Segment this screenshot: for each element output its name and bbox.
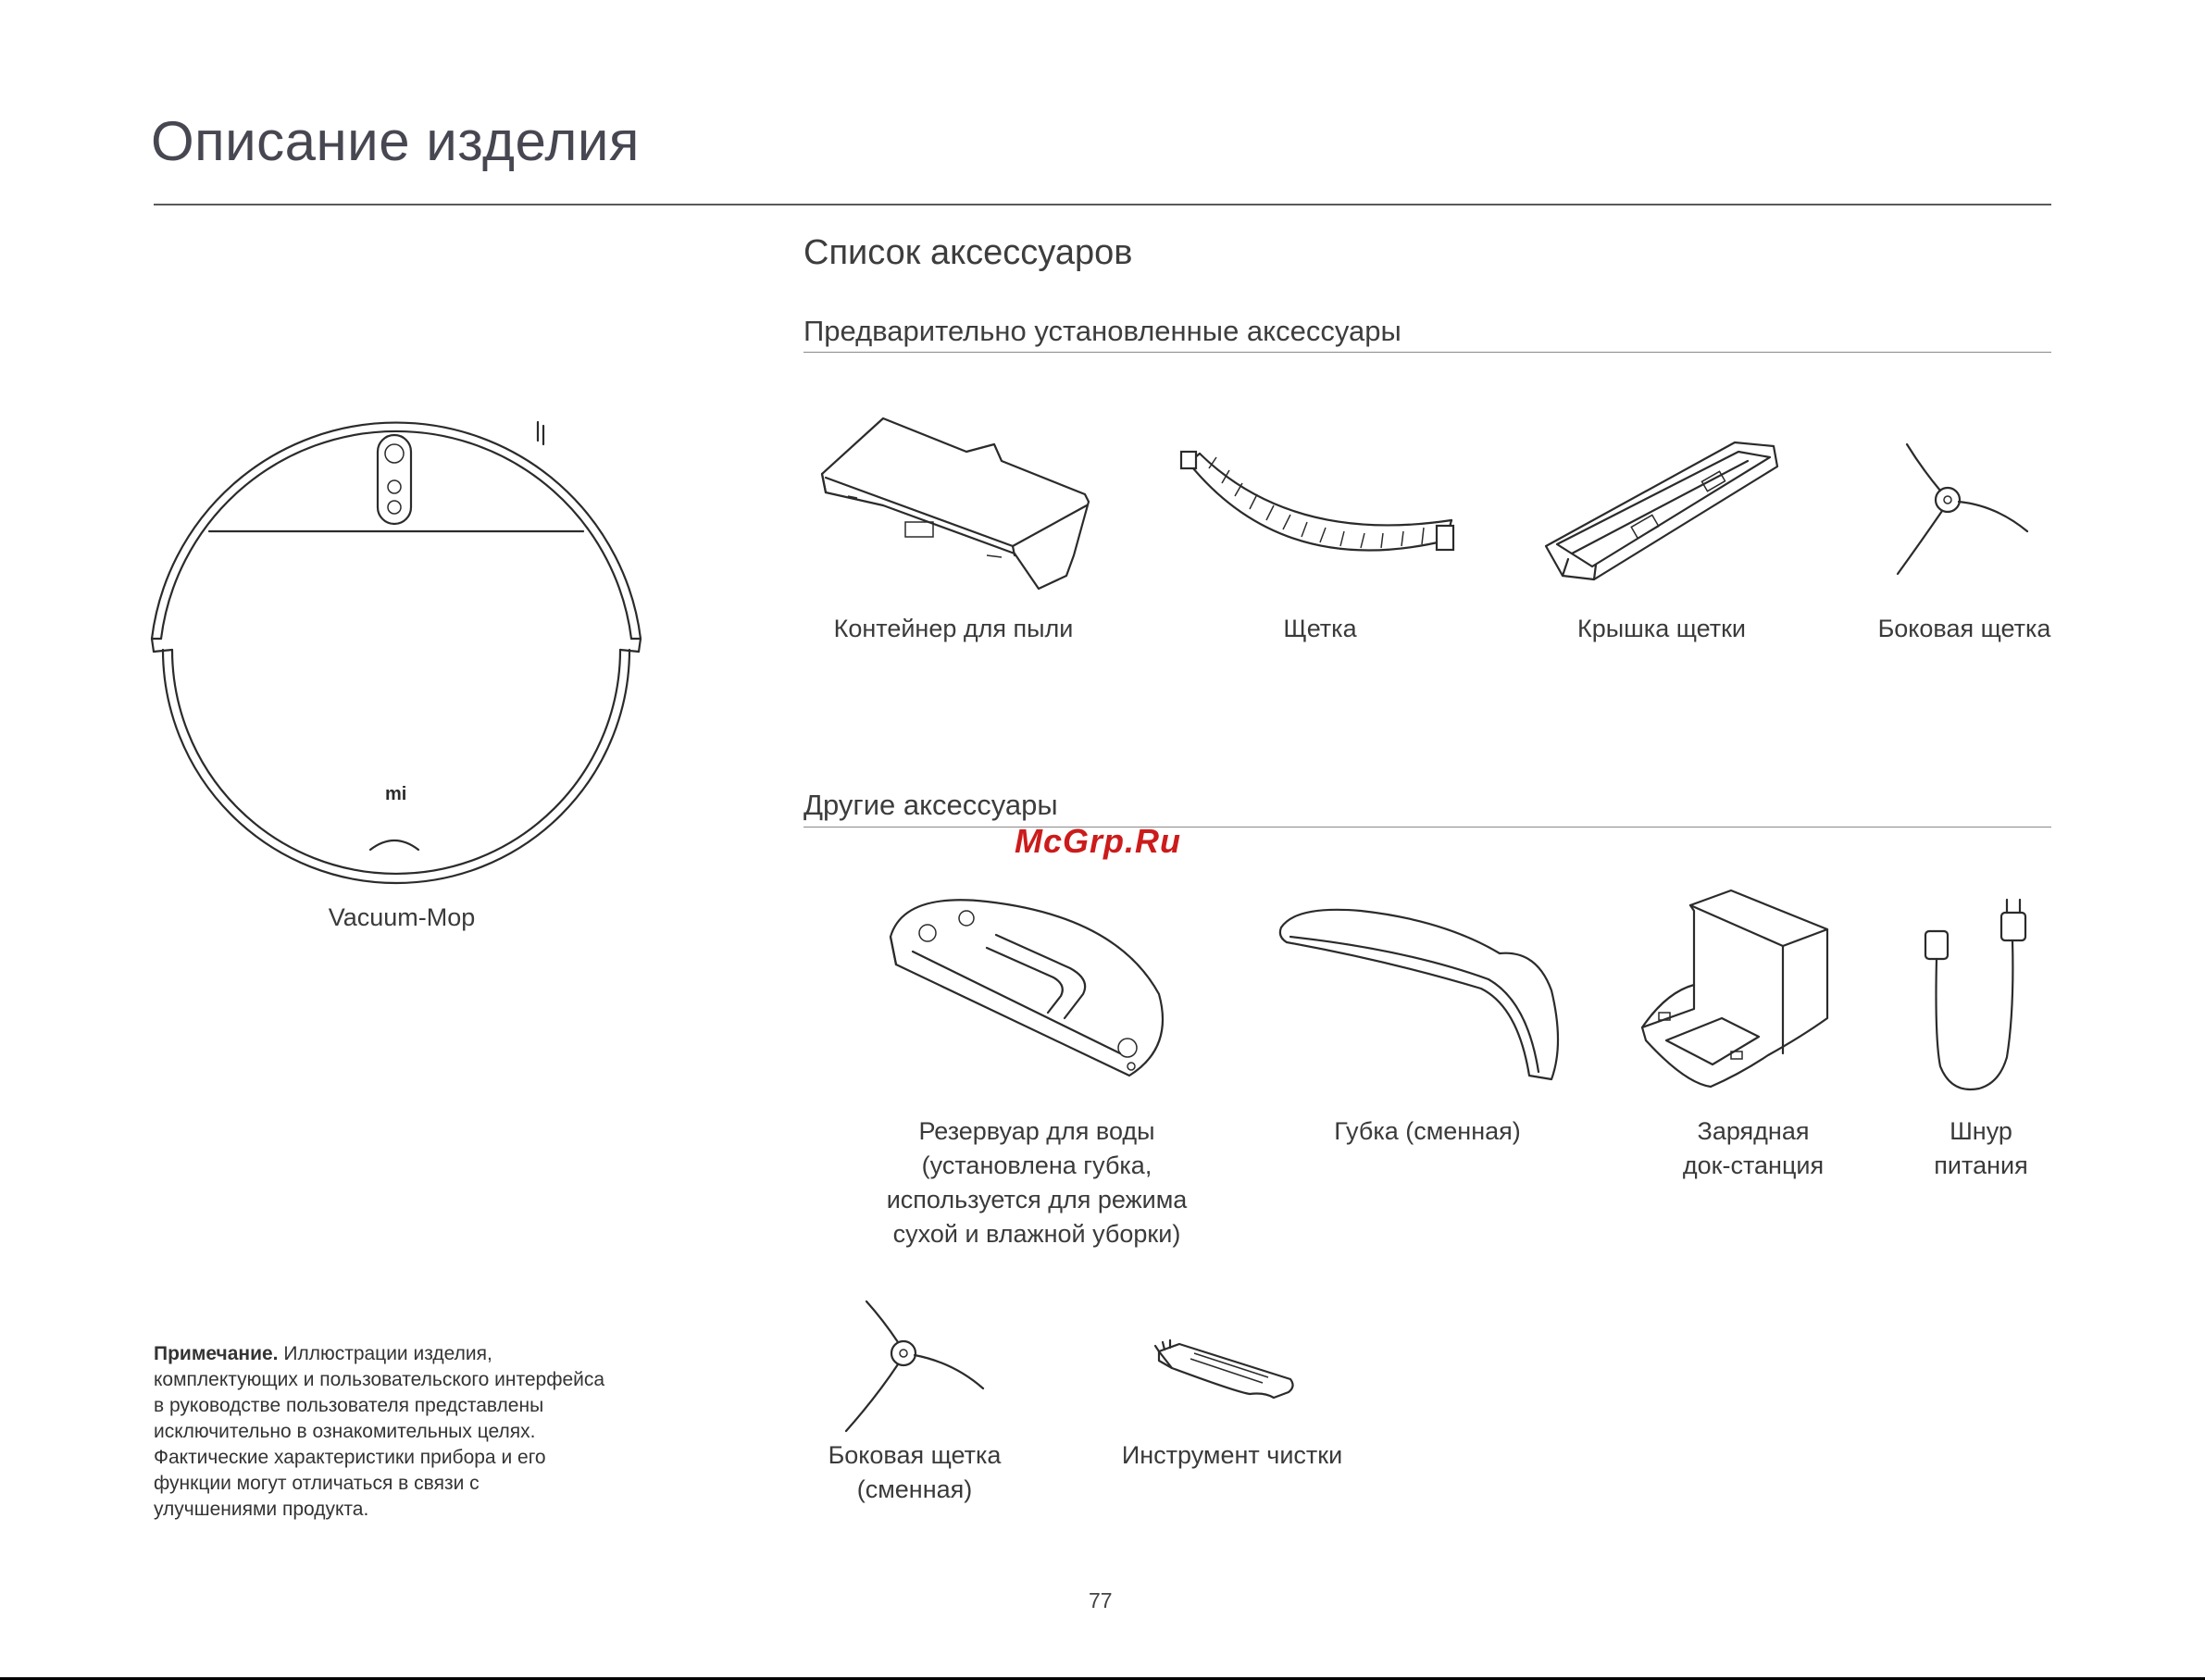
- charging-dock-caption-line-2: док-станция: [1682, 1151, 1825, 1179]
- main-brush-icon: [1181, 441, 1455, 570]
- water-tank-caption-line-3: используется для режима: [886, 1186, 1188, 1213]
- water-tank-caption: [852, 1114, 1222, 1251]
- power-cord-caption-line-2: питания: [1934, 1151, 2028, 1179]
- preinstalled-heading: Предварительно установленные аксессуары: [804, 315, 1401, 347]
- spare-side-brush-caption-line-1: Боковая щетка: [828, 1441, 1002, 1469]
- note-text: Иллюстрации изделия, комплектующих и пользовательского интерфейса в руководстве пользователя представлены исключительно в ознакомительных целях. Фактические характеристики прибора и его функции могут отличаться в связи с улучшениями продукта.: [154, 1343, 605, 1520]
- mop-pad-icon: [1277, 905, 1561, 1083]
- other-heading: Другие аксессуары: [804, 789, 1058, 821]
- note-label: Примечание.: [154, 1343, 279, 1364]
- cleaning-tool-icon: [1153, 1340, 1298, 1405]
- brush-cover-caption: Крышка щетки: [1576, 615, 1747, 642]
- water-tank-caption-line-2: (установлена губка,: [921, 1151, 1152, 1179]
- spare-side-brush-caption-line-2: (сменная): [856, 1475, 973, 1503]
- mop-pad-caption: Губка (сменная): [1334, 1117, 1521, 1145]
- power-cord-caption: [1888, 1114, 2074, 1183]
- charging-dock-caption-line-1: Зарядная: [1697, 1117, 1810, 1145]
- watermark: McGrp.Ru: [1015, 822, 1182, 860]
- dust-container-icon: [820, 417, 1098, 602]
- spare-side-brush-caption: [804, 1438, 1026, 1507]
- side-brush-icon: [1885, 441, 2031, 579]
- side-brush-caption: Боковая щетка: [1877, 615, 2051, 642]
- charging-dock-caption: [1651, 1114, 1855, 1183]
- vacuum-mop-illustration: [148, 407, 648, 870]
- water-tank-icon: [885, 892, 1172, 1083]
- cleaning-tool-caption: Инструмент чистки: [1121, 1441, 1343, 1469]
- preinstalled-divider: [804, 352, 2051, 353]
- brush-cover-icon: [1544, 439, 1781, 587]
- dust-container-caption: Контейнер для пыли: [833, 615, 1074, 642]
- power-cord-icon: [1922, 900, 2042, 1098]
- charging-dock-icon: [1638, 889, 1833, 1092]
- water-tank-caption-line-4: сухой и влажной уборки): [892, 1220, 1181, 1248]
- water-tank-caption-line-1: Резервуар для воды: [918, 1117, 1155, 1145]
- title-divider: [154, 204, 2051, 205]
- other-divider: [804, 827, 2051, 828]
- vacuum-mop-caption: Vacuum-Mop: [328, 903, 476, 931]
- page-number: 77: [1089, 1588, 1113, 1612]
- mi-logo: mi: [385, 784, 407, 804]
- note: [154, 1341, 607, 1523]
- spare-side-brush-icon: [842, 1298, 989, 1435]
- power-cord-caption-line-1: Шнур: [1950, 1117, 2012, 1145]
- page-title: Описание изделия: [151, 110, 640, 172]
- main-brush-caption: Щетка: [1283, 615, 1357, 642]
- accessories-heading: Список аксессуаров: [804, 233, 1133, 272]
